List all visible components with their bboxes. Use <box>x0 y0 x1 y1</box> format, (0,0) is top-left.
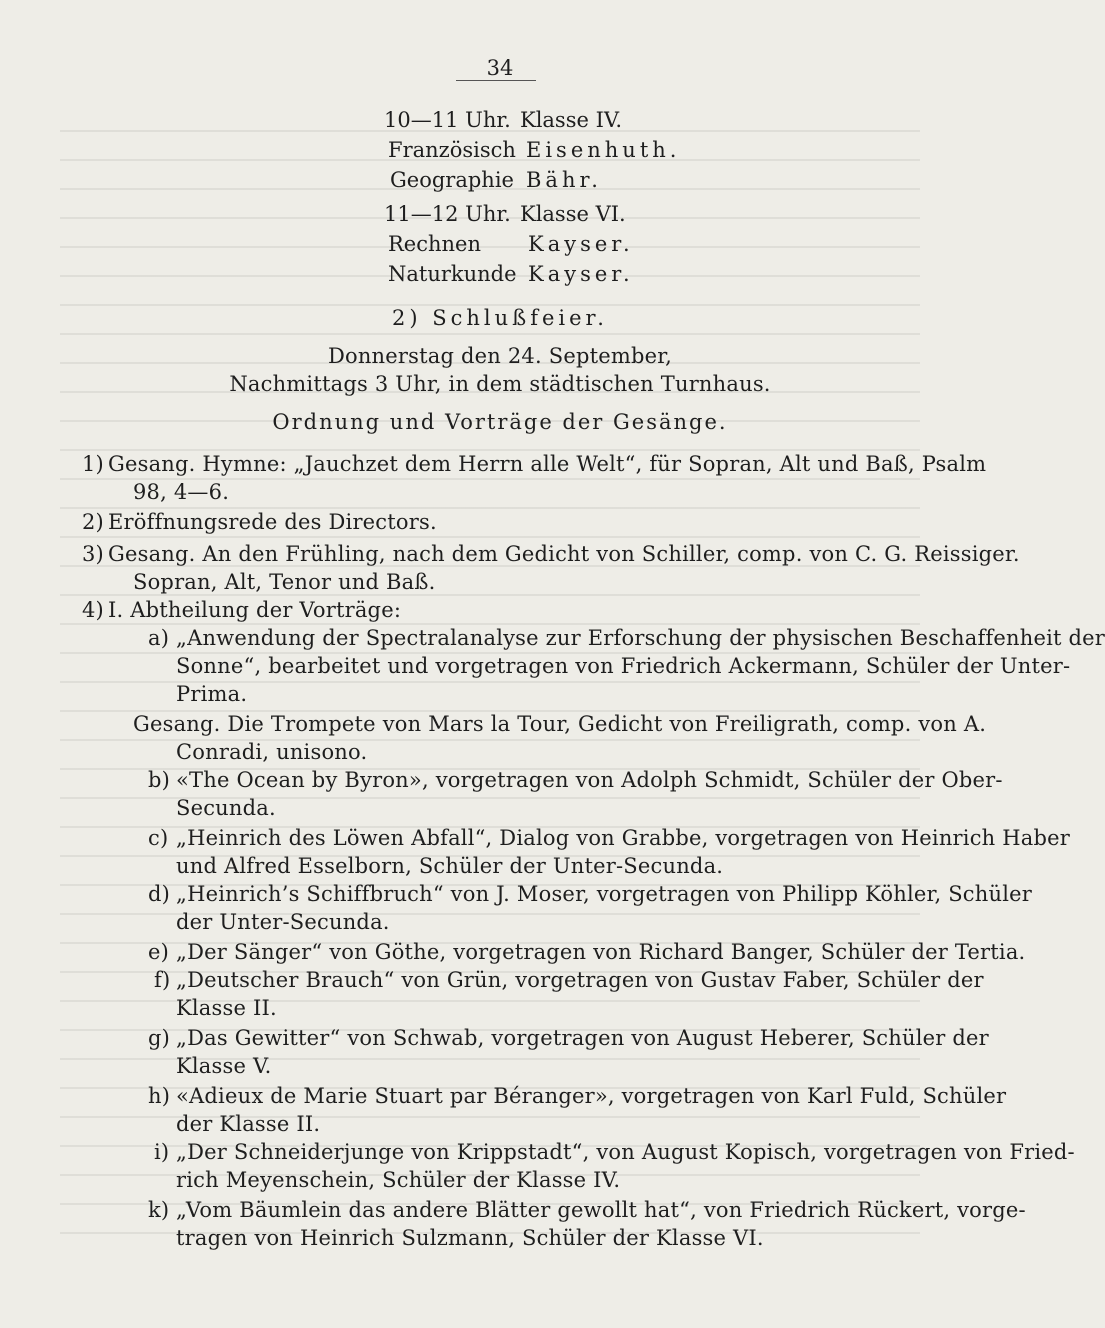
subitem-text: «The Ocean by Byron», vorgetragen von Adolph Schmidt, Schüler der Ober- <box>176 768 1003 792</box>
subitem-text: Secunda. <box>176 796 276 820</box>
subitem-text: der Klasse II. <box>176 1112 321 1136</box>
item-number: 3) <box>82 542 104 566</box>
subitem-label: k) <box>148 1198 170 1222</box>
item-number: 4) <box>82 598 104 622</box>
subitem-text: tragen von Heinrich Sulzmann, Schüler der Klasse VI. <box>176 1226 764 1250</box>
subitem-label: d) <box>148 882 171 906</box>
subitem-label: h) <box>148 1084 171 1108</box>
schedule-teacher: Eisenhuth. <box>526 138 681 162</box>
schedule-teacher: Bähr. <box>526 168 602 192</box>
gesang-text: Gesang. Die Trompete von Mars la Tour, Gedicht von Freiligrath, comp. von A. <box>133 712 987 736</box>
subitem-label: a) <box>148 626 170 650</box>
schedule-time-2: 11—12 Uhr. <box>384 202 511 226</box>
subitem-label: i) <box>154 1140 170 1164</box>
item-text: Sopran, Alt, Tenor und Baß. <box>133 570 436 594</box>
order-title: Ordnung und Vorträge der Gesänge. <box>272 410 728 434</box>
schedule-subject: Naturkunde <box>388 262 517 286</box>
subitem-text: und Alfred Esselborn, Schüler der Unter-Secunda. <box>176 854 724 878</box>
page-number: 34 <box>486 56 514 80</box>
schedule-subject: Rechnen <box>388 232 482 256</box>
subitem-text: «Adieux de Marie Stuart par Béranger», vorgetragen von Karl Fuld, Schüler <box>176 1084 1007 1108</box>
subitem-label: c) <box>148 826 169 850</box>
subitem-text: der Unter-Secunda. <box>176 910 390 934</box>
subitem-label: e) <box>148 940 170 964</box>
subitem-text: „Der Sänger“ von Göthe, vorgetragen von Richard Banger, Schüler der Tertia. <box>176 940 1026 964</box>
subitem-text: „Der Schneiderjunge von Krippstadt“, von August Kopisch, vorgetragen von Fried- <box>176 1140 1075 1164</box>
time-place-line: Nachmittags 3 Uhr, in dem städtischen Turnhaus. <box>229 372 771 396</box>
subitem-text: Sonne“, bearbeitet und vorgetragen von Friedrich Ackermann, Schüler der Unter- <box>176 654 1071 678</box>
subitem-label: g) <box>148 1026 171 1050</box>
subitem-text: Prima. <box>176 682 248 706</box>
item-text: Eröffnungsrede des Directors. <box>108 510 437 534</box>
schedule-teacher: Kayser. <box>528 232 634 256</box>
header-rule <box>456 80 536 81</box>
item-number: 1) <box>82 452 104 476</box>
subitem-text: „Heinrich’s Schiffbruch“ von J. Moser, vorgetragen von Philipp Köhler, Schüler <box>176 882 1032 906</box>
item-text: 98, 4—6. <box>133 480 230 504</box>
date-line: Donnerstag den 24. September, <box>327 344 673 368</box>
subitem-text: Klasse II. <box>176 996 277 1020</box>
section-title: 2) Schlußfeier. <box>392 306 608 330</box>
schedule-time-1: 10—11 Uhr. <box>384 108 511 132</box>
subitem-label: f) <box>154 968 171 992</box>
schedule-subject: Französisch <box>388 138 516 162</box>
item-text: I. Abtheilung der Vorträge: <box>108 598 402 622</box>
schedule-teacher: Kayser. <box>528 262 634 286</box>
schedule-class-2: Klasse VI. <box>520 202 626 226</box>
subitem-text: „Heinrich des Löwen Abfall“, Dialog von Grabbe, vorgetragen von Heinrich Haber <box>176 826 1071 850</box>
subitem-text: „Vom Bäumlein das andere Blätter gewollt hat“, von Friedrich Rückert, vorge- <box>176 1198 1026 1222</box>
item-number: 2) <box>82 510 104 534</box>
item-text: Gesang. Hymne: „Jauchzet dem Herrn alle Welt“, für Sopran, Alt und Baß, Psalm <box>108 452 987 476</box>
subitem-text: „Anwendung der Spectralanalyse zur Erforschung der physischen Beschaffenheit der <box>176 626 1105 650</box>
subitem-label: b) <box>148 768 171 792</box>
schedule-class-1: Klasse IV. <box>520 108 623 132</box>
subitem-text: „Deutscher Brauch“ von Grün, vorgetragen von Gustav Faber, Schüler der <box>176 968 984 992</box>
schedule-subject: Geographie <box>390 168 514 192</box>
subitem-text: „Das Gewitter“ von Schwab, vorgetragen von August Heberer, Schüler der <box>176 1026 989 1050</box>
subitem-text: rich Meyenschein, Schüler der Klasse IV. <box>176 1168 621 1192</box>
gesang-text: Conradi, unisono. <box>176 740 368 764</box>
subitem-text: Klasse V. <box>176 1054 272 1078</box>
item-text: Gesang. An den Frühling, nach dem Gedicht von Schiller, comp. von C. G. Reissiger. <box>108 542 1020 566</box>
